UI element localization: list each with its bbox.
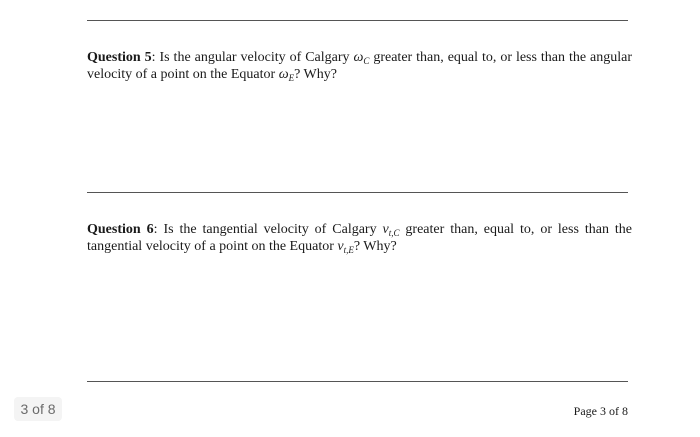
math-var: $v_{t,E}$: [337, 239, 354, 255]
answer-line: [87, 381, 628, 382]
question-label: Question 5: [87, 50, 152, 65]
document-page: [80, 0, 700, 437]
question-label: Question 6: [87, 222, 154, 237]
page-number: Page 3 of 8: [573, 404, 628, 418]
question-text: greater than, equal to, or less than the tangential velocity of a point on the Equator: [87, 222, 632, 254]
math-var: $\omega_C$: [353, 50, 370, 66]
math-var: $\omega_E$: [278, 67, 295, 83]
math-var: $v_{t,C}$: [382, 222, 400, 238]
question-text: Is the tangential velocity of Calgary: [163, 222, 383, 237]
question-text: ? Why?: [353, 239, 397, 254]
question-5: Question 5: Is the angular velocity of Calgary $\omega_C$ greater than, equal to, or less than the angular velocity of a point on the Equator $\omega_E$? Why?: [87, 50, 632, 83]
question-text: greater than, equal to, or less than the angular velocity of a point on the Equator: [87, 50, 632, 82]
viewer-gutter: [0, 0, 80, 437]
answer-line: [87, 20, 628, 21]
answer-line: [87, 192, 628, 193]
question-text: ? Why?: [294, 67, 337, 82]
question-text: Is the angular velocity of Calgary: [159, 50, 354, 65]
question-6: Question 6: Is the tangential velocity of Calgary $v_{t,C}$ greater than, equal to, or less than the tangential velocity of a point on the Equator $v_{t,E}$? Why?: [87, 222, 632, 255]
page-indicator: 3 of 8: [14, 397, 62, 421]
